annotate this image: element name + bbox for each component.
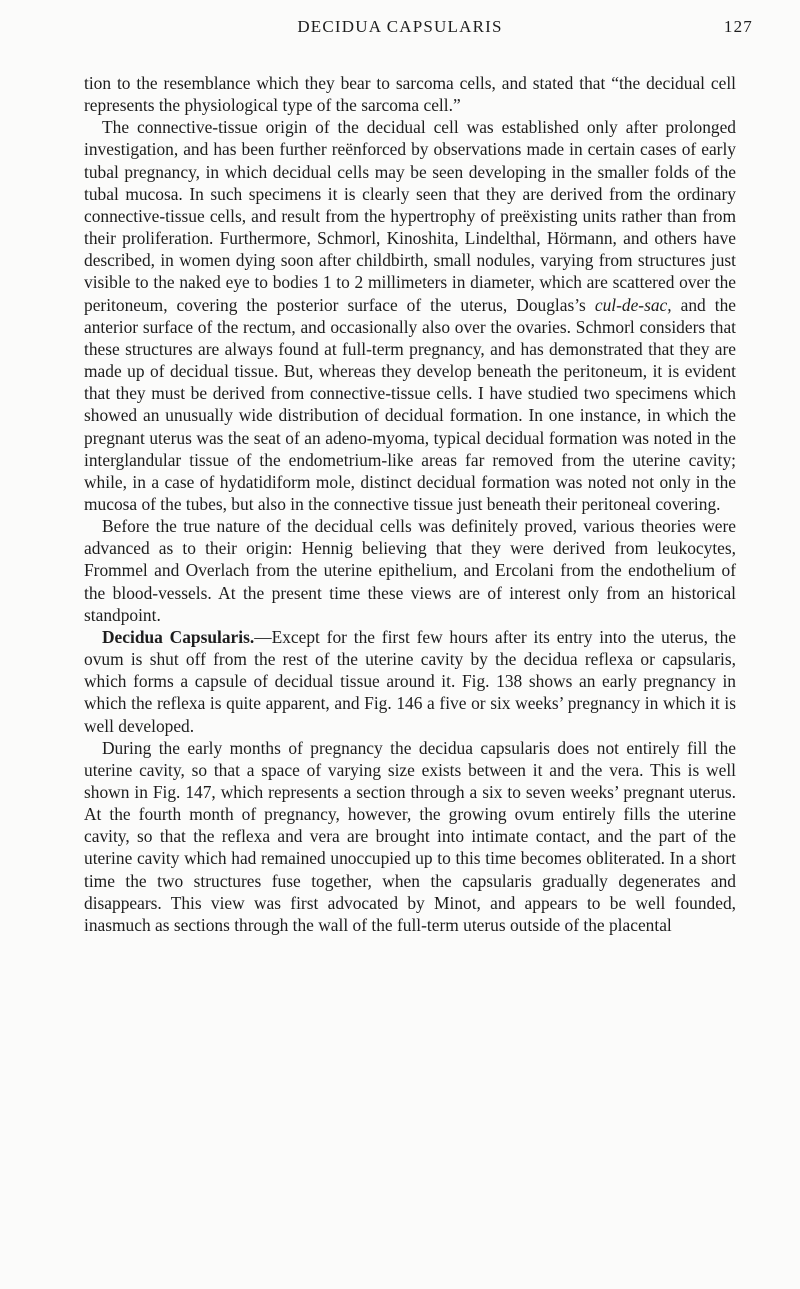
paragraph-connective-tissue-origin <box>84 116 736 515</box>
italic-term: cul-de-sac, <box>594 294 672 315</box>
running-header <box>0 17 800 45</box>
body-text <box>84 72 736 936</box>
paragraph-text: The connective-tissue origin of the decidual cell was established only after prolonged investigation, and has been further reënforced by observations made in certain cases of early tubal pregnancy, in which decidual cells may be seen developing in the smaller folds of the tubal mucosa. In such specimens it is clearly seen that they are derived from the ordinary connective-tissue cells, and result from the hypertrophy of preëxisting units rather than from their proliferation. Furthermore, Schmorl, Kinoshita, Lindelthal, Hörmann, and others have described, in women dying soon after childbirth, small nodules, varying from structures just visible to the naked eye to bodies 1 to 2 millimeters in diameter, which are scattered over the peritoneum, covering the posterior surface of the uterus, Douglas’s <box>84 117 736 315</box>
paragraph-text: —Except for the first few hours after its entry into the uterus, the ovum is shut off from the rest of the uterine cavity by the decidua reflexa or capsularis, which forms a capsule of decidual tissue around it. Fig. 138 shows an early pregnancy in which the reflexa is quite apparent, and Fig. 146 a five or six weeks’ pregnancy in which it is well developed. <box>84 626 736 736</box>
running-title: DECIDUA CAPSULARIS <box>297 17 503 36</box>
paragraph-early-months: During the early months of pregnancy the decidua capsularis does not entirely fill the uterine cavity, so that a space of varying size exists between it and the vera. This is well shown in Fig. 147, which represents a section through a six to seven weeks’ pregnant uterus. At the fourth month of pregnancy, however, the growing ovum entirely fills the uterine cavity, so that the reflexa and vera are brought into intimate contact, and the part of the uterine cavity which had remained unoccupied up to this time becomes obliterated. In a short time the two structures fuse together, when the capsularis gradually degenerates and disappears. This view was first advocated by Minot, and appears to be well founded, inasmuch as sections through the wall of the full-term uterus outside of the placental <box>84 737 736 935</box>
section-run-in-heading: Decidua Capsularis. <box>102 626 255 647</box>
page-number: 127 <box>723 17 753 36</box>
paragraph-text-continued: and the anterior surface of the rectum, and occasionally also over the ovaries. Schmorl considers that these structures are always found at full-term pregnancy, and has demonstrated that they are made up of decidual tissue. But, whereas they develop beneath the peritoneum, it is evident that they must be derived from connective-tissue cells. I have studied two specimens which showed an unusually wide distribution of decidual formation. In one instance, in which the pregnant uterus was the seat of an adeno-myoma, typical decidual formation was noted in the interglandular tissue of the endometrium-like areas far removed from the uterine cavity; while, in a case of hydatidiform mole, distinct decidual formation was noted not only in the mucosa of the tubes, but also in the connective tissue just beneath their peritoneal covering. <box>84 294 736 514</box>
paragraph-decidua-capsularis <box>84 626 736 737</box>
paragraph-continued: tion to the resemblance which they bear to sarcoma cells, and stated that “the decidual cell represents the physiological type of the sarcoma cell.” <box>84 73 736 116</box>
paragraph-theories: Before the true nature of the decidual cells was definitely proved, various theories were advanced as to their origin: Hennig believing that they were derived from leukocytes, Frommel and Overlach from the uterine epithelium, and Ercolani from the endothelium of the blood-vessels. At the present time these views are of interest only from an historical standpoint. <box>84 516 736 625</box>
